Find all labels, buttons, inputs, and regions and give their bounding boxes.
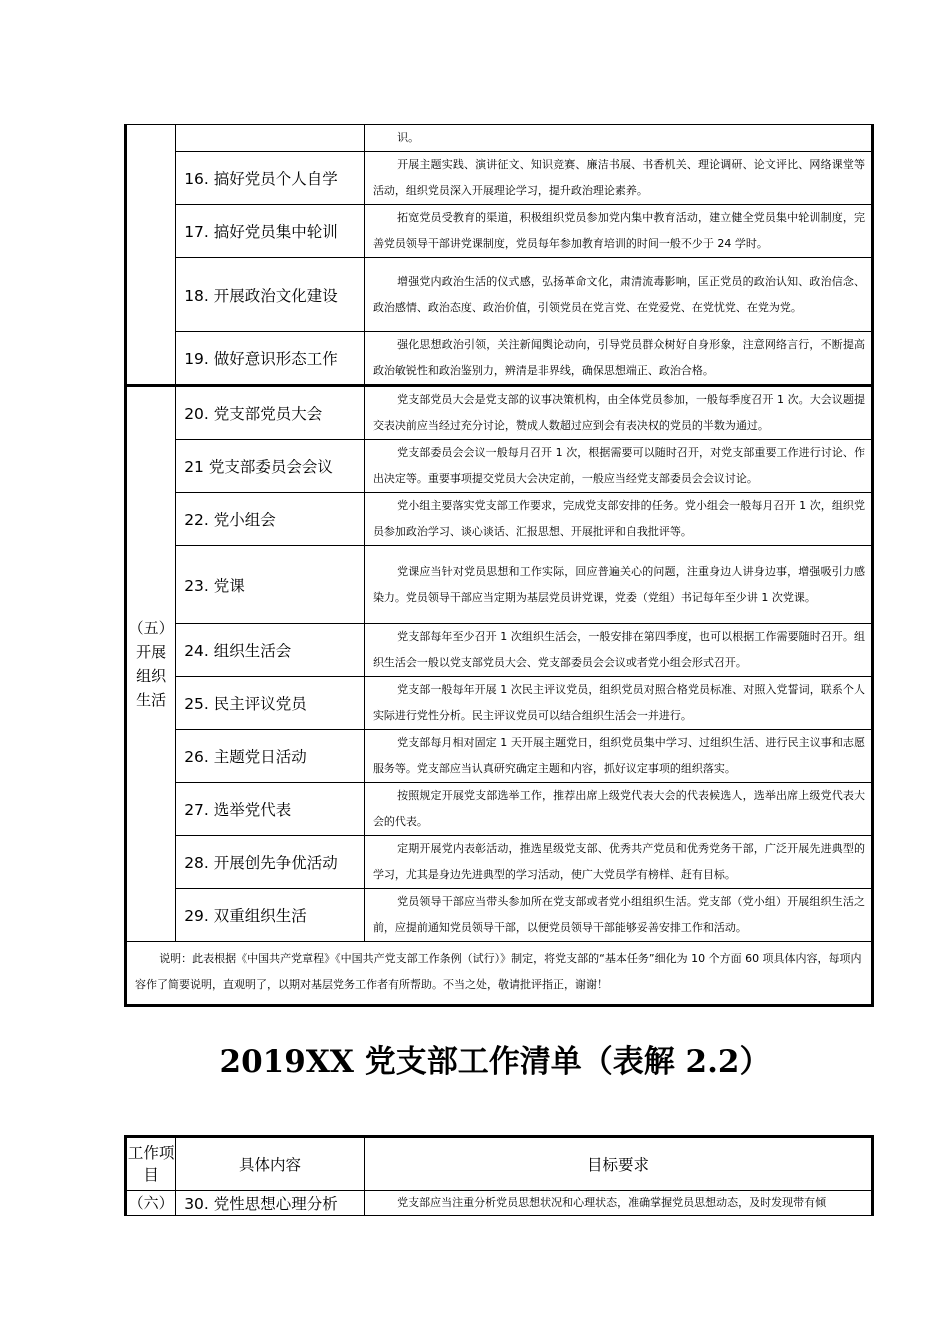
category-line: 生活 (136, 691, 167, 709)
item-cell: 22. 党小组会 (176, 493, 365, 546)
table-row (126, 332, 873, 386)
item-cell: 24. 组织生活会 (176, 624, 365, 677)
desc-cell: 党小组主要落实党支部工作要求，完成党支部安排的任务。党小组会一般每月召开 1 次，组织党员参加政治学习、谈心谈话、汇报思想、开展批评和自我批评等。 (364, 493, 872, 546)
work-list-table-part2 (124, 1135, 874, 1216)
item-cell: 19. 做好意识形态工作 (176, 332, 365, 386)
table-row (126, 546, 873, 624)
desc-cell: 拓宽党员受教育的渠道，积极组织党员参加党内集中教育活动，建立健全党员集中轮训制度，完善党员领导干部讲党课制度，党员每年参加教育培训的时间一般不少于 24 学时。 (364, 205, 872, 258)
item-cell (176, 125, 365, 152)
item-cell: 21 党支部委员会会议 (176, 440, 365, 493)
table-row (126, 1191, 873, 1216)
desc-cell: 党支部每年至少召开 1 次组织生活会，一般安排在第四季度，也可以根据工作需要随时召开。组织生活会一般以党支部党员大会、党支部委员会会议或者党小组会形式召开。 (364, 624, 872, 677)
item-cell: 30. 党性思想心理分析 (176, 1191, 365, 1216)
desc-cell: 强化思想政治引领，关注新闻舆论动向，引导党员群众树好自身形象，注意网络言行，不断提高政治敏锐性和政治鉴别力，辨清是非界线，确保思想端正、政治合格。 (364, 332, 872, 386)
header-content: 具体内容 (176, 1137, 365, 1191)
item-cell: 27. 选举党代表 (176, 783, 365, 836)
table-row (126, 493, 873, 546)
item-cell: 17. 搞好党员集中轮训 (176, 205, 365, 258)
item-cell: 26. 主题党日活动 (176, 730, 365, 783)
table-row (126, 783, 873, 836)
table-row (126, 440, 873, 493)
item-cell: 25. 民主评议党员 (176, 677, 365, 730)
desc-cell: 党支部党员大会是党支部的议事决策机构，由全体党员参加，一般每季度召开 1 次。大会议题提交表决前应当经过充分讨论，赞成人数超过应到会有表决权的党员的半数为通过。 (364, 386, 872, 440)
item-cell: 23. 党课 (176, 546, 365, 624)
category-cell-section6: （六） (126, 1191, 176, 1216)
desc-cell: 党支部委员会会议一般每月召开 1 次，根据需要可以随时召开，对党支部重要工作进行讨论、作出决定等。重要事项提交党员大会决定前，一般应当经党支部委员会会议讨论。 (364, 440, 872, 493)
table-row (126, 125, 873, 152)
table-row-note (126, 942, 873, 1006)
category-cell-section5 (126, 386, 176, 942)
desc-cell: 党支部每月相对固定 1 天开展主题党日，组织党员集中学习、过组织生活、进行民主议事和志愿服务等。党支部应当认真研究确定主题和内容，抓好议定事项的组织落实。 (364, 730, 872, 783)
table-row (126, 836, 873, 889)
table-row (126, 205, 873, 258)
category-line: 开展 (136, 643, 167, 661)
desc-cell: 增强党内政治生活的仪式感，弘扬革命文化，肃清流毒影响，匡正党员的政治认知、政治信念、政治感情、政治态度、政治价值，引领党员在党言党、在党爱党、在党忧党、在党为党。 (364, 258, 872, 332)
table-row (126, 152, 873, 205)
table-row (126, 730, 873, 783)
item-cell: 29. 双重组织生活 (176, 889, 365, 942)
item-cell: 20. 党支部党员大会 (176, 386, 365, 440)
item-cell: 18. 开展政治文化建设 (176, 258, 365, 332)
desc-cell: 开展主题实践、演讲征文、知识竞赛、廉洁书展、书香机关、理论调研、论文评比、网络课堂等活动，组织党员深入开展理论学习，提升政治理论素养。 (364, 152, 872, 205)
table-header-row (126, 1137, 873, 1191)
desc-cell: 党支部一般每年开展 1 次民主评议党员，组织党员对照合格党员标准、对照入党誓词，联系个人实际进行党性分析。民主评议党员可以结合组织生活会一并进行。 (364, 677, 872, 730)
category-line: （五） (128, 619, 174, 637)
table-row (126, 624, 873, 677)
table-row (126, 889, 873, 942)
page-title: 2019XX 党支部工作清单（表解 2.2） (219, 1044, 771, 1080)
desc-cell: 党员领导干部应当带头参加所在党支部或者党小组组织生活。党支部（党小组）开展组织生活之前，应提前通知党员领导干部，以便党员领导干部能够妥善安排工作和活动。 (364, 889, 872, 942)
table-row (126, 258, 873, 332)
header-goal: 目标要求 (364, 1137, 872, 1191)
table-note: 说明：此表根据《中国共产党章程》《中国共产党支部工作条例（试行）》制定，将党支部的“基本任务”细化为 10 个方面 60 项具体内容，每项内容作了简要说明，直观明了，以期对基层党务工作者有所帮助。不当之处，敬请批评指正，谢谢！ (126, 942, 873, 1006)
table-row (126, 386, 873, 440)
category-cell-continued (126, 125, 176, 386)
desc-cell: 党课应当针对党员思想和工作实际，回应普遍关心的问题，注重身边人讲身边事，增强吸引力感染力。党员领导干部应当定期为基层党员讲党课，党委（党组）书记每年至少讲 1 次党课。 (364, 546, 872, 624)
desc-cell: 党支部应当注重分析党员思想状况和心理状态，准确掌握党员思想动态，及时发现带有倾 (364, 1191, 872, 1216)
header-work-item: 工作项目 (126, 1137, 176, 1191)
table-row (126, 677, 873, 730)
work-list-table-part1 (124, 124, 874, 1007)
desc-cell: 定期开展党内表彰活动，推选星级党支部、优秀共产党员和优秀党务干部，广泛开展先进典型的学习，尤其是身边先进典型的学习活动，使广大党员学有榜样、赶有目标。 (364, 836, 872, 889)
category-line: 组织 (136, 667, 167, 685)
desc-cell: 识。 (364, 125, 872, 152)
item-cell: 28. 开展创先争优活动 (176, 836, 365, 889)
desc-cell: 按照规定开展党支部选举工作，推荐出席上级党代表大会的代表候选人，选举出席上级党代表大会的代表。 (364, 783, 872, 836)
item-cell: 16. 搞好党员个人自学 (176, 152, 365, 205)
